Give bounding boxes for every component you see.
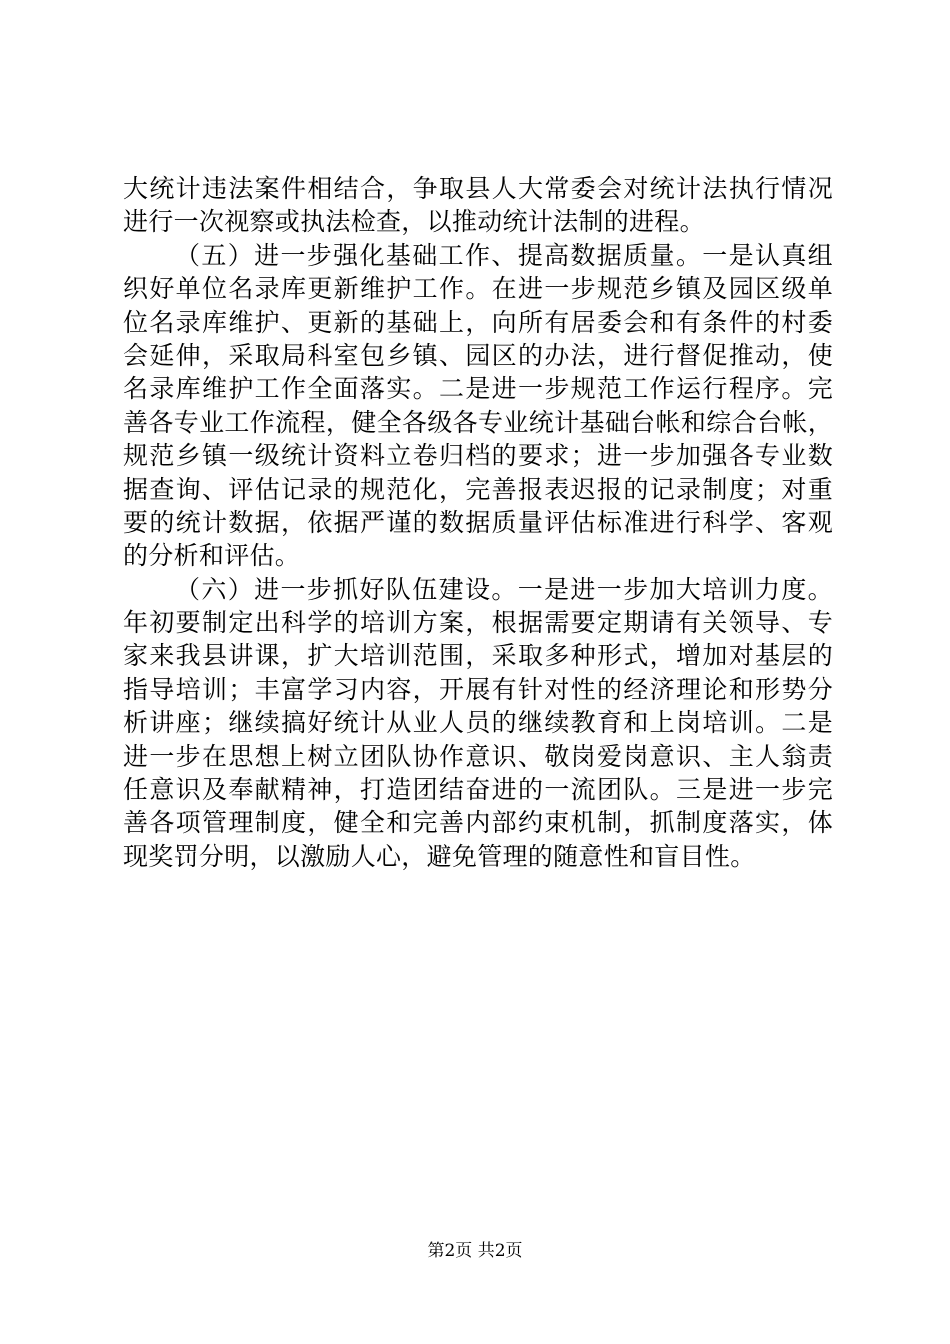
paragraph-line: 善各项管理制度，健全和完善内部约束机制，抓制度落实，体: [123, 808, 833, 838]
paragraph-line: 年初要制定出科学的培训方案，根据需要定期请有关领导、专: [123, 608, 833, 638]
paragraph-line: 织好单位名录库更新维护工作。在进一步规范乡镇及园区级单: [123, 274, 833, 304]
paragraph-line: 家来我县讲课，扩大培训范围，采取多种形式，增加对基层的: [123, 641, 833, 671]
document-body: [123, 172, 833, 873]
paragraph-line: 析讲座；继续搞好统计从业人员的继续教育和上岗培训。二是: [123, 708, 833, 738]
paragraph-line: （五）进一步强化基础工作、提高数据质量。一是认真组: [175, 240, 833, 270]
paragraph-line: （六）进一步抓好队伍建设。一是进一步加大培训力度。: [175, 574, 833, 604]
paragraph-line: 任意识及奉献精神，打造团结奋进的一流团队。三是进一步完: [123, 775, 833, 805]
paragraph-line: 进一步在思想上树立团队协作意识、敬岗爱岗意识、主人翁责: [123, 741, 833, 771]
paragraph-line: 会延伸，采取局科室包乡镇、园区的办法，进行督促推动，使: [123, 340, 833, 370]
paragraph-line: 规范乡镇一级统计资料立卷归档的要求；进一步加强各专业数: [123, 441, 833, 471]
paragraph-line: 现奖罚分明，以激励人心，避免管理的随意性和盲目性。: [123, 841, 756, 871]
paragraph-line: 据查询、评估记录的规范化，完善报表迟报的记录制度；对重: [123, 474, 833, 504]
paragraph-line: 指导培训；丰富学习内容，开展有针对性的经济理论和形势分: [123, 674, 833, 704]
paragraph-line: 名录库维护工作全面落实。二是进一步规范工作运行程序。完: [123, 374, 833, 404]
paragraph-line: 进行一次视察或执法检查，以推动统计法制的进程。: [123, 207, 705, 237]
paragraph-line: 位名录库维护、更新的基础上，向所有居委会和有条件的村委: [123, 307, 833, 337]
paragraph-line: 大统计违法案件相结合，争取县人大常委会对统计法执行情况: [123, 174, 833, 203]
paragraph-line: 要的统计数据，依据严谨的数据质量评估标准进行科学、客观: [123, 507, 833, 537]
page-number-footer: 第2页 共2页: [427, 1241, 523, 1261]
paragraph-line: 善各专业工作流程，健全各级各专业统计基础台帐和综合台帐，: [123, 407, 833, 437]
paragraph-line: 的分析和评估。: [123, 541, 301, 571]
